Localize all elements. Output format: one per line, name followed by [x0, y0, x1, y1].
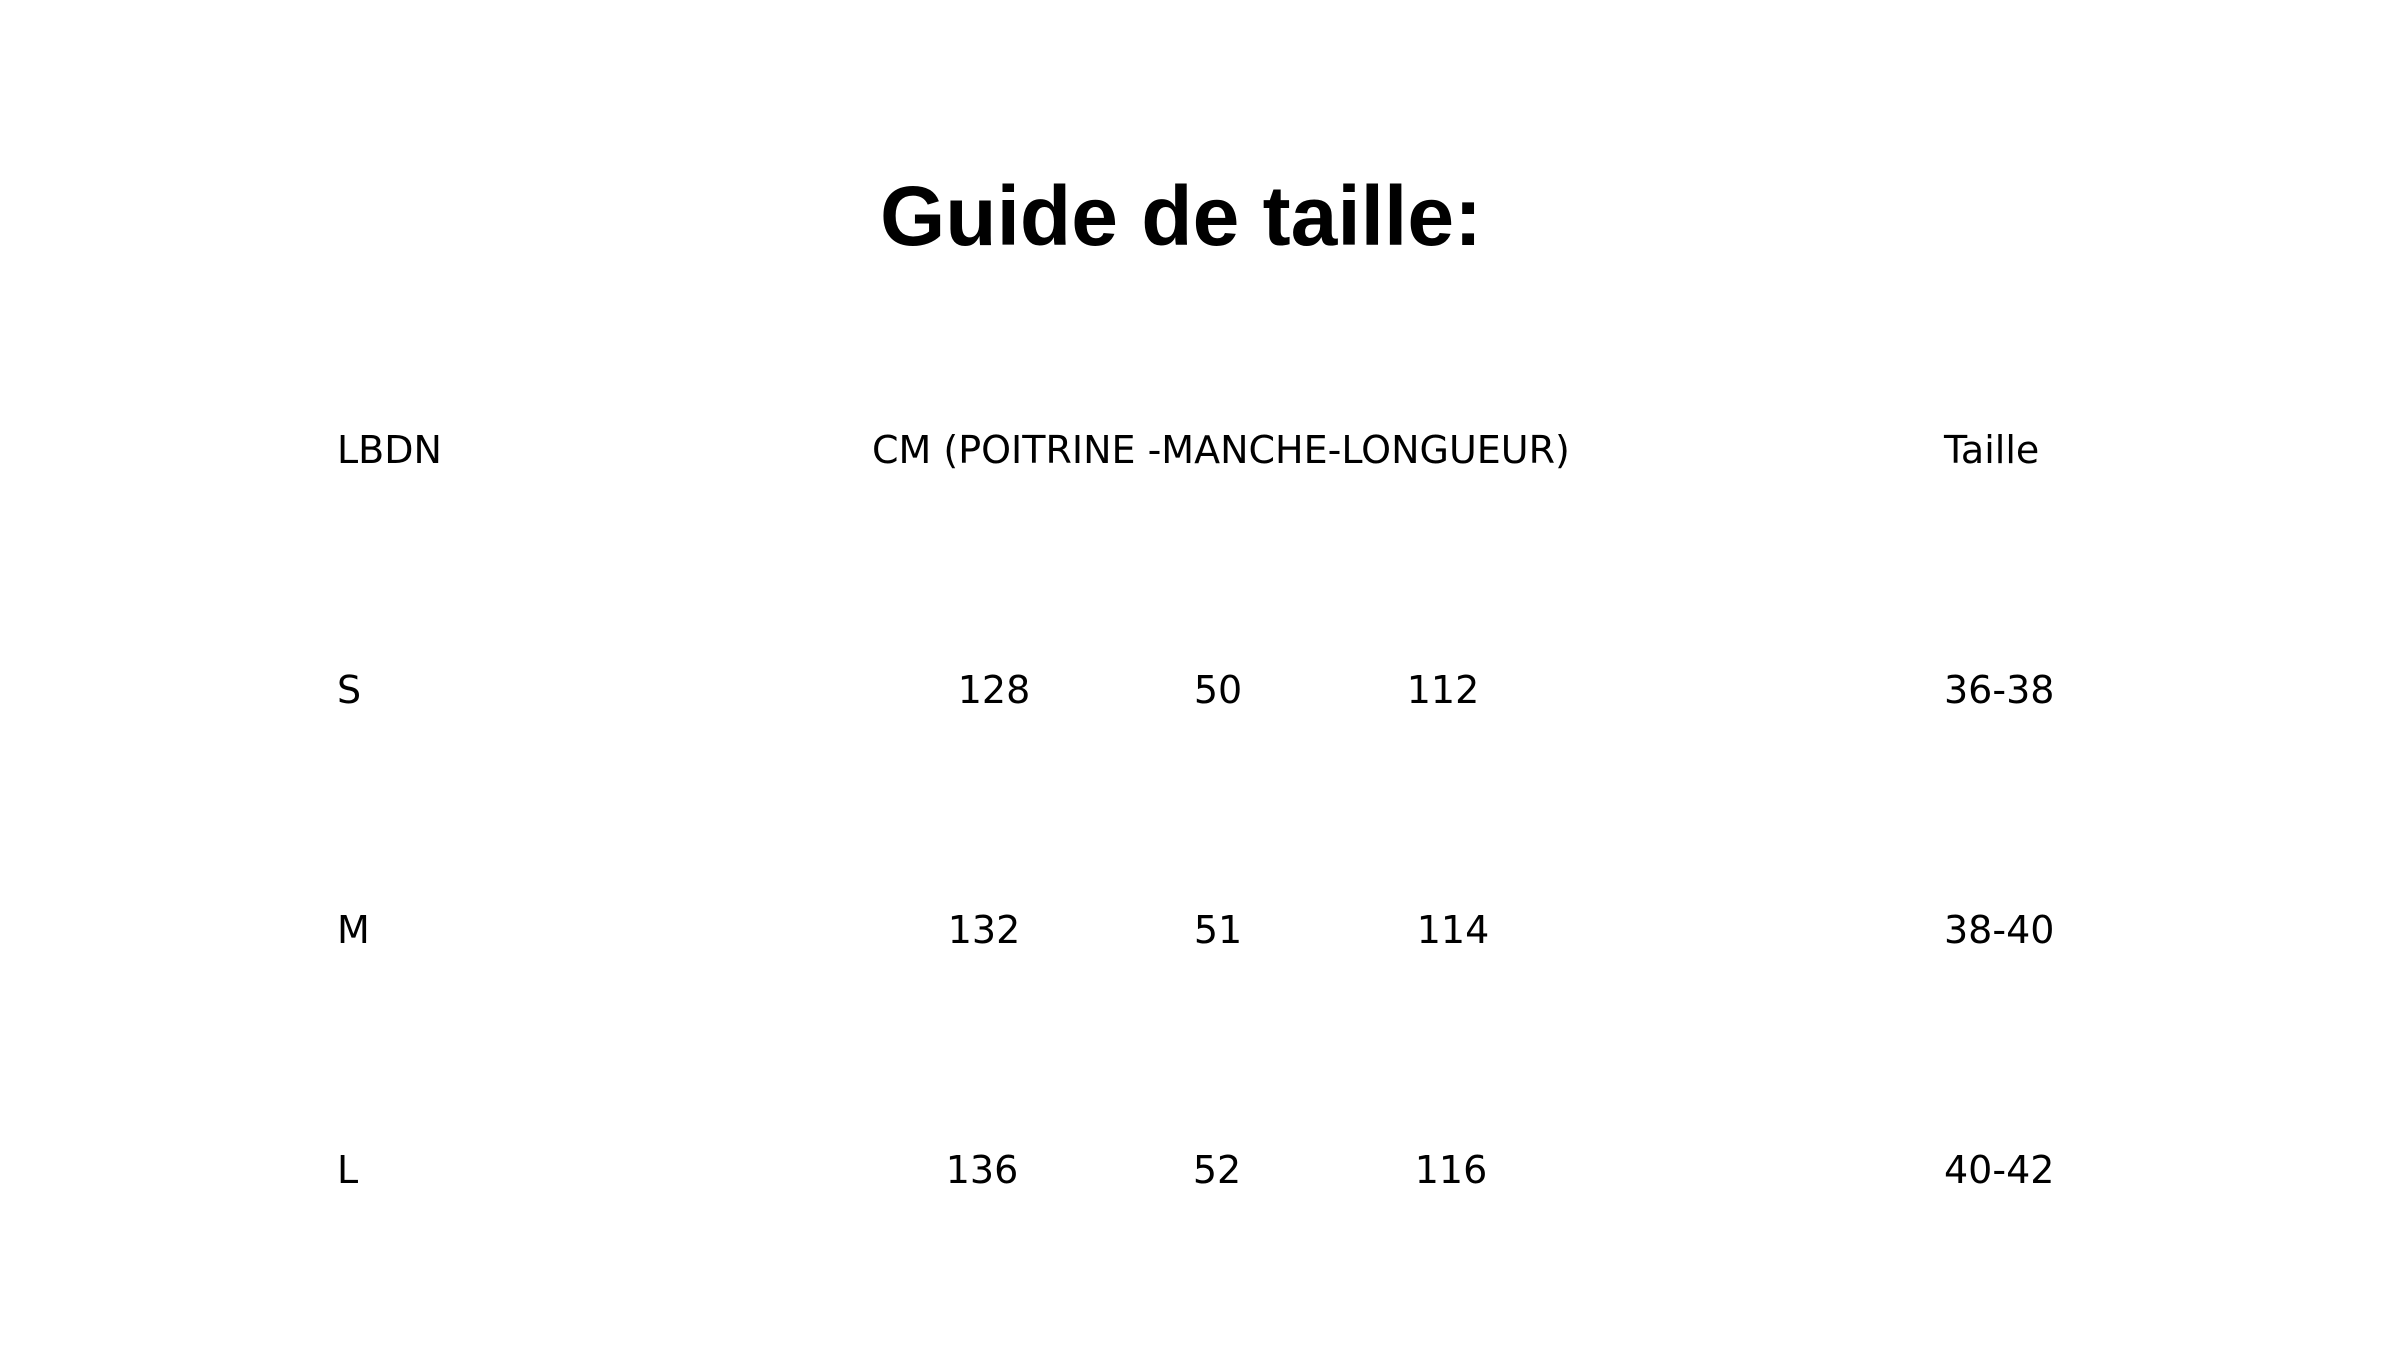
row-size-label: S — [337, 668, 362, 712]
header-model: LBDN — [337, 428, 442, 472]
row-length-value: 114 — [1416, 908, 1490, 952]
row-taille-value: 40-42 — [1944, 1148, 2055, 1192]
row-chest-value: 132 — [947, 908, 1021, 952]
row-chest-value: 136 — [945, 1148, 1019, 1192]
row-sleeve-value: 51 — [1193, 908, 1243, 952]
row-length-value: 116 — [1414, 1148, 1488, 1192]
page-title: Guide de taille: — [879, 169, 1483, 263]
row-sleeve-value: 52 — [1192, 1148, 1242, 1192]
row-length-value: 112 — [1406, 668, 1480, 712]
row-taille-value: 38-40 — [1944, 908, 2055, 952]
row-taille-value: 36-38 — [1944, 668, 2055, 712]
header-measures: CM (POITRINE -MANCHE-LONGUEUR) — [872, 428, 1570, 472]
row-chest-value: 128 — [957, 668, 1031, 712]
row-size-label: M — [337, 908, 370, 952]
header-size: Taille — [1944, 428, 2040, 472]
row-size-label: L — [337, 1148, 359, 1192]
row-sleeve-value: 50 — [1193, 668, 1243, 712]
